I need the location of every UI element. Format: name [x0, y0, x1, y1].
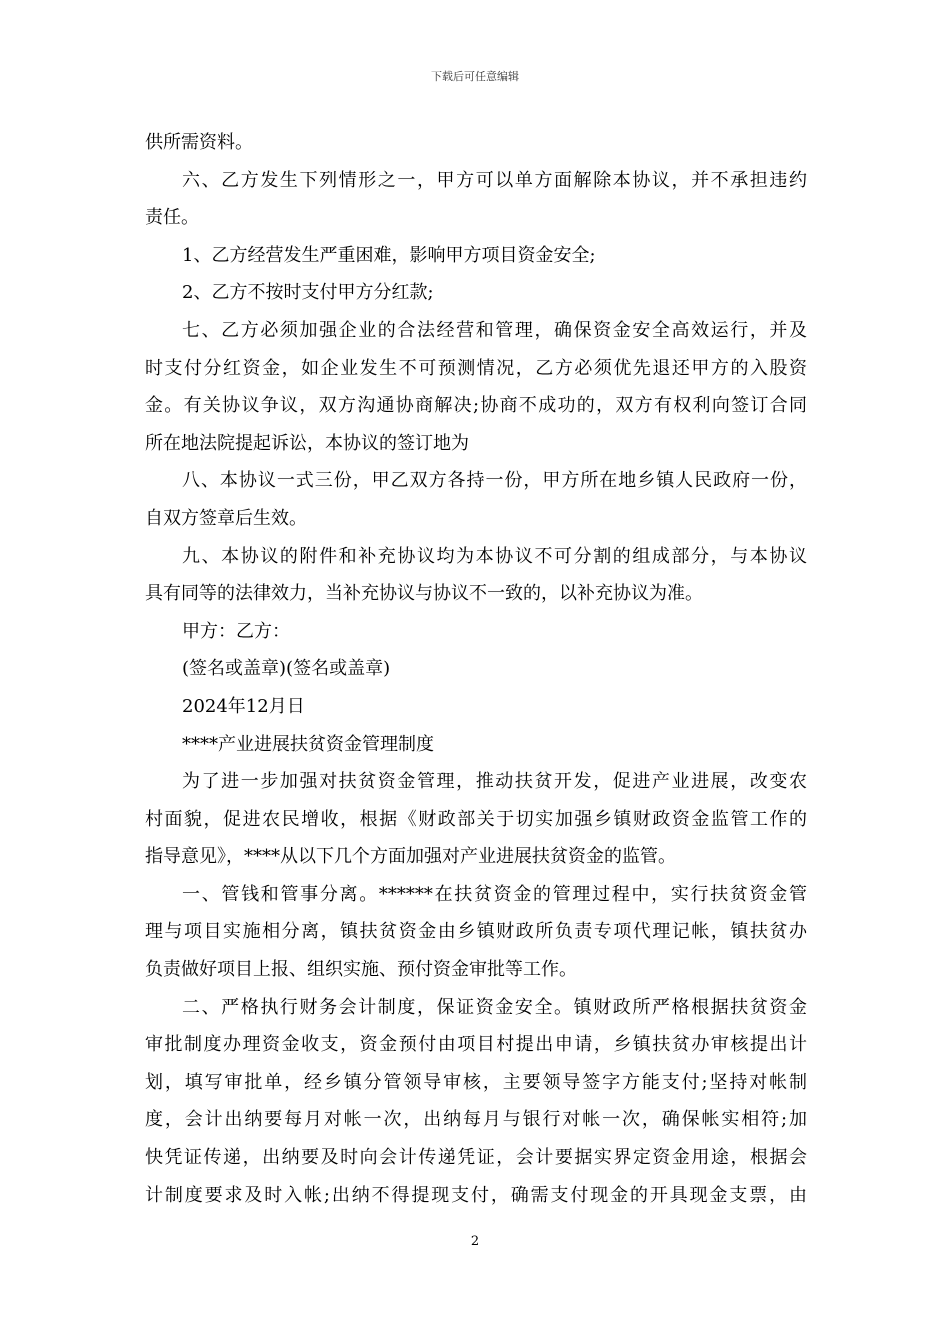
text-line: 为了进一步加强对扶贫资金管理，推动扶贫开发，促进产业进展，改变农	[182, 771, 807, 793]
text-line: ****产业进展扶贫资金管理制度	[182, 733, 434, 755]
text-line: 度，会计出纳要每月对帐一次，出纳每月与银行对帐一次，确保帐实相符;加	[145, 1109, 807, 1131]
text-line: 九、本协议的附件和补充协议均为本协议不可分割的组成部分，与本协议	[182, 545, 807, 567]
text-line: 六、乙方发生下列情形之一，甲方可以单方面解除本协议，并不承担违约	[182, 169, 807, 191]
document-body	[145, 124, 807, 1214]
text-line: 审批制度办理资金收支，资金预付由项目村提出申请，乡镇扶贫办审核提出计	[145, 1034, 807, 1056]
text-line: 2、乙方不按时支付甲方分红款;	[182, 282, 434, 304]
text-line: 责任。	[145, 207, 199, 229]
text-line: 负责做好项目上报、组织实施、预付资金审批等工作。	[145, 959, 577, 981]
text-line: (签名或盖章)(签名或盖章)	[182, 658, 391, 680]
text-line: 七、乙方必须加强企业的合法经营和管理，确保资金安全高效运行，并及	[182, 319, 807, 341]
text-line: 指导意见》，****从以下几个方面加强对产业进展扶贫资金的监管。	[145, 846, 676, 868]
text-line: 理与项目实施相分离，镇扶贫资金由乡镇财政所负责专项代理记帐，镇扶贫办	[145, 921, 807, 943]
text-line: 快凭证传递，出纳要及时向会计传递凭证，会计要据实界定资金用途，根据会	[145, 1147, 807, 1169]
text-line: 计制度要求及时入帐;出纳不得提现支付，确需支付现金的开具现金支票，由	[145, 1184, 807, 1206]
text-line: 一、管钱和管事分离。******在扶贫资金的管理过程中，实行扶贫资金管	[182, 883, 807, 905]
text-line: 具有同等的法律效力，当补充协议与协议不一致的，以补充协议为准。	[145, 583, 703, 605]
text-line: 划，填写审批单，经乡镇分管领导审核，主要领导签字方能支付;坚持对帐制	[145, 1071, 807, 1093]
page-number: 2	[470, 1234, 480, 1249]
text-line: 所在地法院提起诉讼，本协议的签订地为	[145, 432, 469, 454]
text-line: 供所需资料。	[145, 132, 253, 153]
text-line: 2024年12月日	[182, 695, 305, 717]
text-line: 二、严格执行财务会计制度，保证资金安全。镇财政所严格根据扶贫资金	[182, 996, 807, 1018]
text-line: 自双方签章后生效。	[145, 507, 307, 529]
text-line: 时支付分红资金，如企业发生不可预测情况，乙方必须优先退还甲方的入股资	[145, 357, 807, 379]
text-line: 甲方：乙方：	[182, 620, 290, 642]
text-line: 1、乙方经营发生严重困难，影响甲方项目资金安全;	[182, 244, 596, 266]
text-line: 金。有关协议争议，双方沟通协商解决;协商不成功的，双方有权利向签订合同	[145, 395, 807, 417]
text-line: 村面貌，促进农民增收，根据《财政部关于切实加强乡镇财政资金监管工作的	[145, 808, 807, 830]
text-line: 八、本协议一式三份，甲乙双方各持一份，甲方所在地乡镇人民政府一份，	[182, 470, 807, 492]
page-header: 下载后可任意编辑	[431, 70, 519, 83]
